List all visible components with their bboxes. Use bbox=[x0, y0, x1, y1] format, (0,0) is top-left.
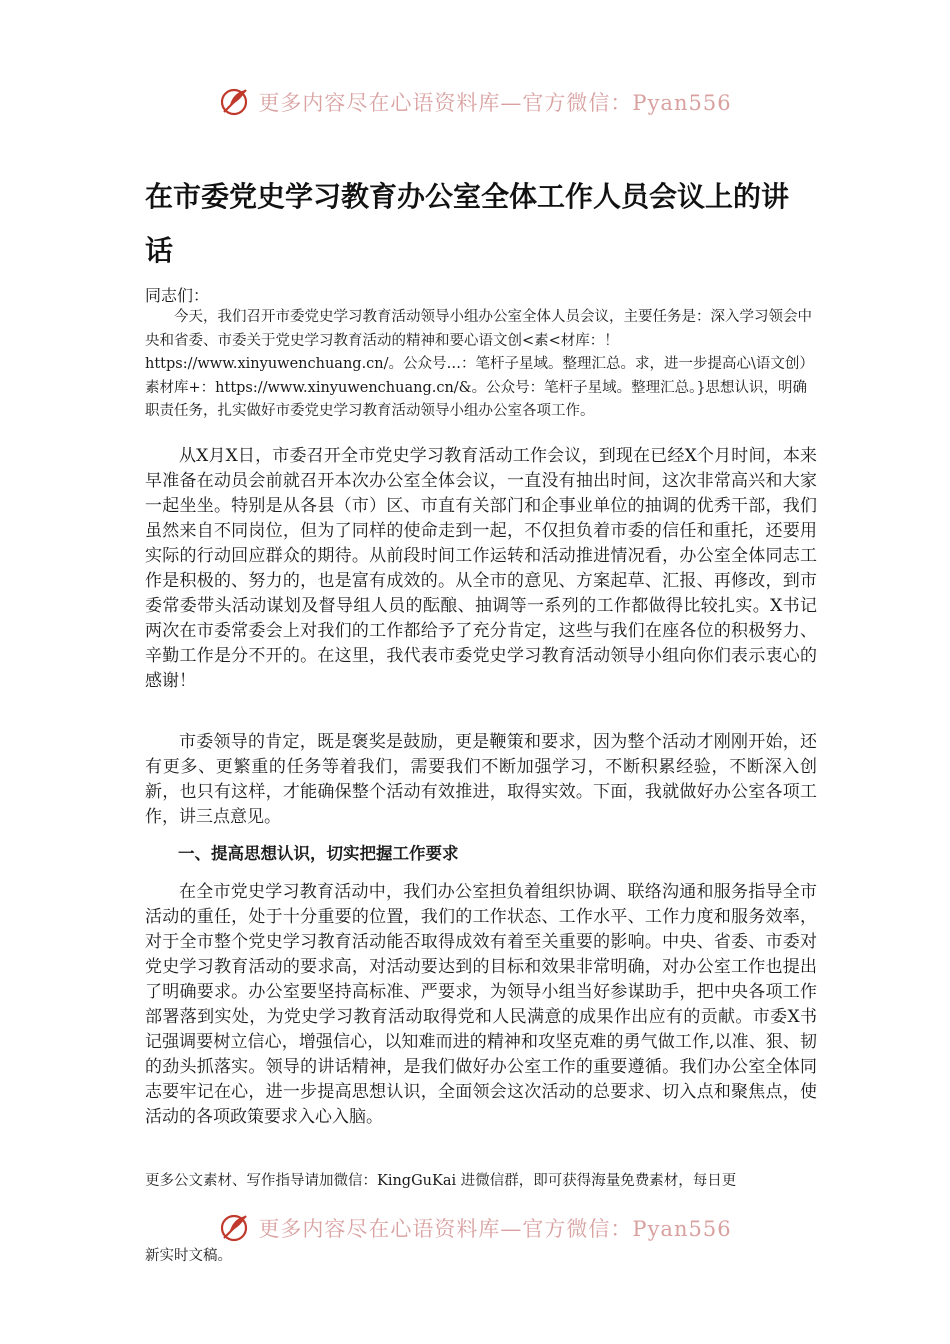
section-heading-1: 一、提高思想认识，切实把握工作要求 bbox=[178, 844, 459, 863]
salutation: 同志们： bbox=[145, 286, 210, 305]
body-paragraph-2: 市委领导的肯定，既是褒奖是鼓励，更是鞭策和要求，因为整个活动才刚刚开始，还有更多、更繁重的任务等着我们，需要我们不断加强学习，不断积累经验，不断深入创新，也只有这样，才能确保整个活动有效推进，取得实效。下面，我就做好办公室各项工作，讲三点意见。 bbox=[145, 732, 817, 827]
quill-pen-logo-icon bbox=[218, 85, 252, 119]
footer-banner-text: 更多内容尽在心语资料库—官方微信：Pyan556 bbox=[258, 1217, 732, 1241]
intro-paragraph: 今天，我们召开市委党史学习教育活动领导小组办公室全体人员会议，主要任务是：深入学习领会中央和省委、市委关于党史学习教育活动的精神和要心语文创<素<材库：！https://www.xinyuwenchuang.cn/。公众号…：笔杆子星域。整理汇总。求，进一步提高心\语文创）素材库+：https://www.xinyuwenchuang.cn/&。公众号：笔杆子星域。整理汇总。}思想认识，明确职责任务，扎实做好市委党史学习教育活动领导小组办公室各项工作。 bbox=[145, 309, 814, 420]
quill-pen-logo-icon bbox=[218, 1211, 252, 1245]
footer-banner bbox=[0, 1208, 950, 1248]
header-banner-text: 更多内容尽在心语资料库—官方微信：Pyan556 bbox=[258, 91, 732, 115]
footer-promo-line-1: 更多公文素材、写作指导请加微信：KingGuKai 进微信群，即可获得海量免费素材，每日更 bbox=[145, 1173, 737, 1189]
body-paragraph-1: 从X月X日，市委召开全市党史学习教育活动工作会议，到现在已经X个月时间，本来早准备在动员会前就召开本次办公室全体会议，一直没有抽出时间，这次非常高兴和大家一起坐坐。特别是从各县（市）区、市直有关部门和企事业单位的抽调的优秀干部，我们虽然来自不同岗位，但为了同样的使命走到一起，不仅担负着市委的信任和重托，还要用实际的行动回应群众的期待。从前段时间工作运转和活动推进情况看，办公室全体同志工作是积极的、努力的，也是富有成效的。从全市的意见、方案起草、汇报、再修改，到市委常委带头活动谋划及督导组人员的酝酿、抽调等一系列的工作都做得比较扎实。X书记两次在市委常委会上对我们的工作都给予了充分肯定，这些与我们在座各位的积极努力、辛勤工作是分不开的。在这里，我代表市委党史学习教育活动领导小组向你们表示衷心的感谢！ bbox=[145, 446, 817, 691]
footer-promo-line-2: 新实时文稿。 bbox=[145, 1248, 232, 1264]
body-paragraph-3: 在全市党史学习教育活动中，我们办公室担负着组织协调、联络沟通和服务指导全市活动的重任，处于十分重要的位置，我们的工作状态、工作水平、工作力度和服务效率，对于全市整个党史学习教育活动能否取得成效有着至关重要的影响。中央、省委、市委对党史学习教育活动的要求高，对活动要达到的目标和效果非常明确，对办公室工作也提出了明确要求。办公室要坚持高标准、严要求，为领导小组当好参谋助手，把中央各项工作部署落到实处，为党史学习教育活动取得党和人民满意的成果作出应有的贡献。市委X书记强调要树立信心，增强信心，以知难而进的精神和攻坚克难的勇气做工作,以准、狠、韧的劲头抓落实。领导的讲话精神，是我们做好办公室工作的重要遵循。我们办公室全体同志要牢记在心，进一步提高思想认识，全面领会这次活动的总要求、切入点和聚焦点，使活动的各项政策要求入心入脑。 bbox=[145, 882, 817, 1127]
document-title: 在市委党史学习教育办公室全体工作人员会议上的讲话 bbox=[145, 180, 790, 267]
header-banner bbox=[0, 82, 950, 122]
